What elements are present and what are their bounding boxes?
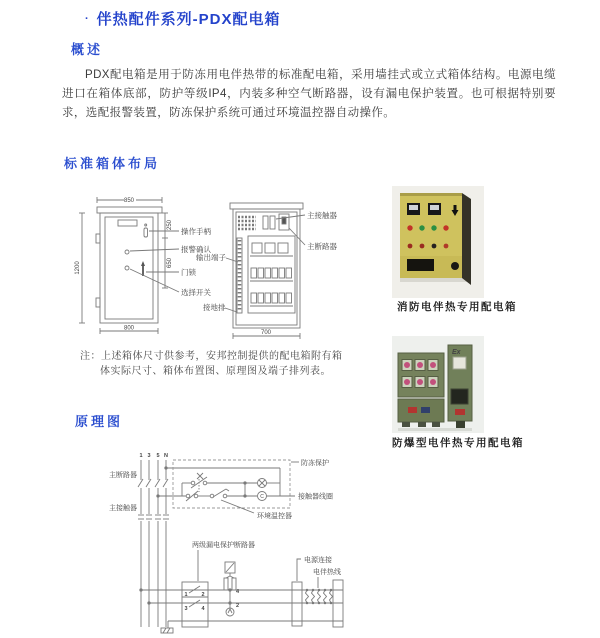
- label-lock: 门锁: [181, 268, 196, 277]
- terminal-1: 1: [184, 592, 188, 598]
- heating-cable-symbol: [306, 589, 333, 604]
- label-thermostat: 环境温控器: [257, 513, 292, 520]
- terminal-2: 2: [201, 592, 205, 598]
- dim-650: 650: [167, 257, 173, 269]
- explosion-box-photo: [392, 336, 484, 433]
- phase-lines: [138, 460, 169, 627]
- dim-250: 250: [167, 219, 173, 231]
- coil-letter: C: [260, 494, 264, 500]
- power-terminal-block: [292, 582, 302, 626]
- section-heading-layout: 标准箱体布局: [64, 156, 161, 171]
- dim-850: 850: [123, 198, 135, 204]
- note-line1: 注：上述箱体尺寸供参考，安邦控制提供的配电箱附有箱: [80, 351, 343, 362]
- label-freeze-protection: 防冻保护: [301, 460, 329, 467]
- ex-mark: Ex: [452, 349, 461, 356]
- dim-1200: 1200: [75, 261, 81, 275]
- cabinet-layout-drawing: [60, 188, 375, 346]
- thermostat-symbol: [213, 489, 226, 497]
- terminal-3: 3: [184, 606, 188, 612]
- explosion-box-caption: 防爆型电伴热专用配电箱: [392, 437, 524, 449]
- label-power-connection: 电源连接: [304, 557, 332, 564]
- label-main-contactor: 主接触器: [307, 211, 337, 220]
- cable-terminal-block: [333, 580, 343, 627]
- page-title: [85, 8, 281, 29]
- page-title-text: 伴热配件系列-PDX配电箱: [96, 11, 281, 28]
- phase-5: 5: [156, 453, 160, 459]
- lamp-terminal-4: 4: [236, 589, 240, 595]
- explosion-box-illustration: [392, 336, 484, 433]
- dim-800: 800: [123, 325, 135, 332]
- phase-3: 3: [147, 453, 151, 459]
- phase-1: 1: [139, 453, 143, 459]
- fire-box-illustration: [392, 186, 484, 298]
- title-bullet-icon: ·: [85, 13, 90, 25]
- terminal-4: 4: [201, 606, 205, 612]
- schematic-drawing: [85, 440, 377, 638]
- dim-700: 700: [260, 330, 272, 336]
- label-selector: 选择开关: [181, 288, 211, 297]
- layout-note: [80, 349, 343, 379]
- lamp-terminal-2: 2: [236, 603, 240, 609]
- label-output-terminals: 输出端子: [196, 253, 226, 262]
- note-line2: 体实际尺寸、箱体布置图、原理图及端子排列表。: [100, 366, 331, 377]
- fire-box-photo: [392, 186, 484, 298]
- phase-n: N: [164, 453, 168, 459]
- label-handle: 操作手柄: [181, 227, 211, 236]
- label-leakage-breaker: 两级漏电保护断路器: [192, 542, 255, 549]
- section-heading-schematic: 原理图: [75, 414, 124, 429]
- label-heating-cable: 电伴热线: [313, 569, 341, 576]
- label-main-breaker: 主断路器: [307, 242, 337, 251]
- fire-box-caption: 消防电伴热专用配电箱: [397, 301, 517, 313]
- label-schematic-main-breaker: 主断路器: [109, 472, 137, 479]
- section-heading-overview: 概述: [71, 42, 104, 57]
- label-alarm: 报警确认: [181, 245, 211, 254]
- label-contactor-coil: 接触器线圈: [298, 493, 333, 501]
- label-schematic-main-contactor: 主接触器: [109, 505, 137, 512]
- label-ground-bar: 接地排: [203, 303, 226, 312]
- overview-paragraph: PDX配电箱是用于防冻用电伴热带的标准配电箱，采用墙挂式或立式箱体结构。电源电缆进口在箱体底部，防护等级IP4，内装多种空气断路器，设有漏电保护装置。也可根据特别要求，选配报警装置，防冻保护系统可通过环境温控器自动操作。: [62, 69, 556, 119]
